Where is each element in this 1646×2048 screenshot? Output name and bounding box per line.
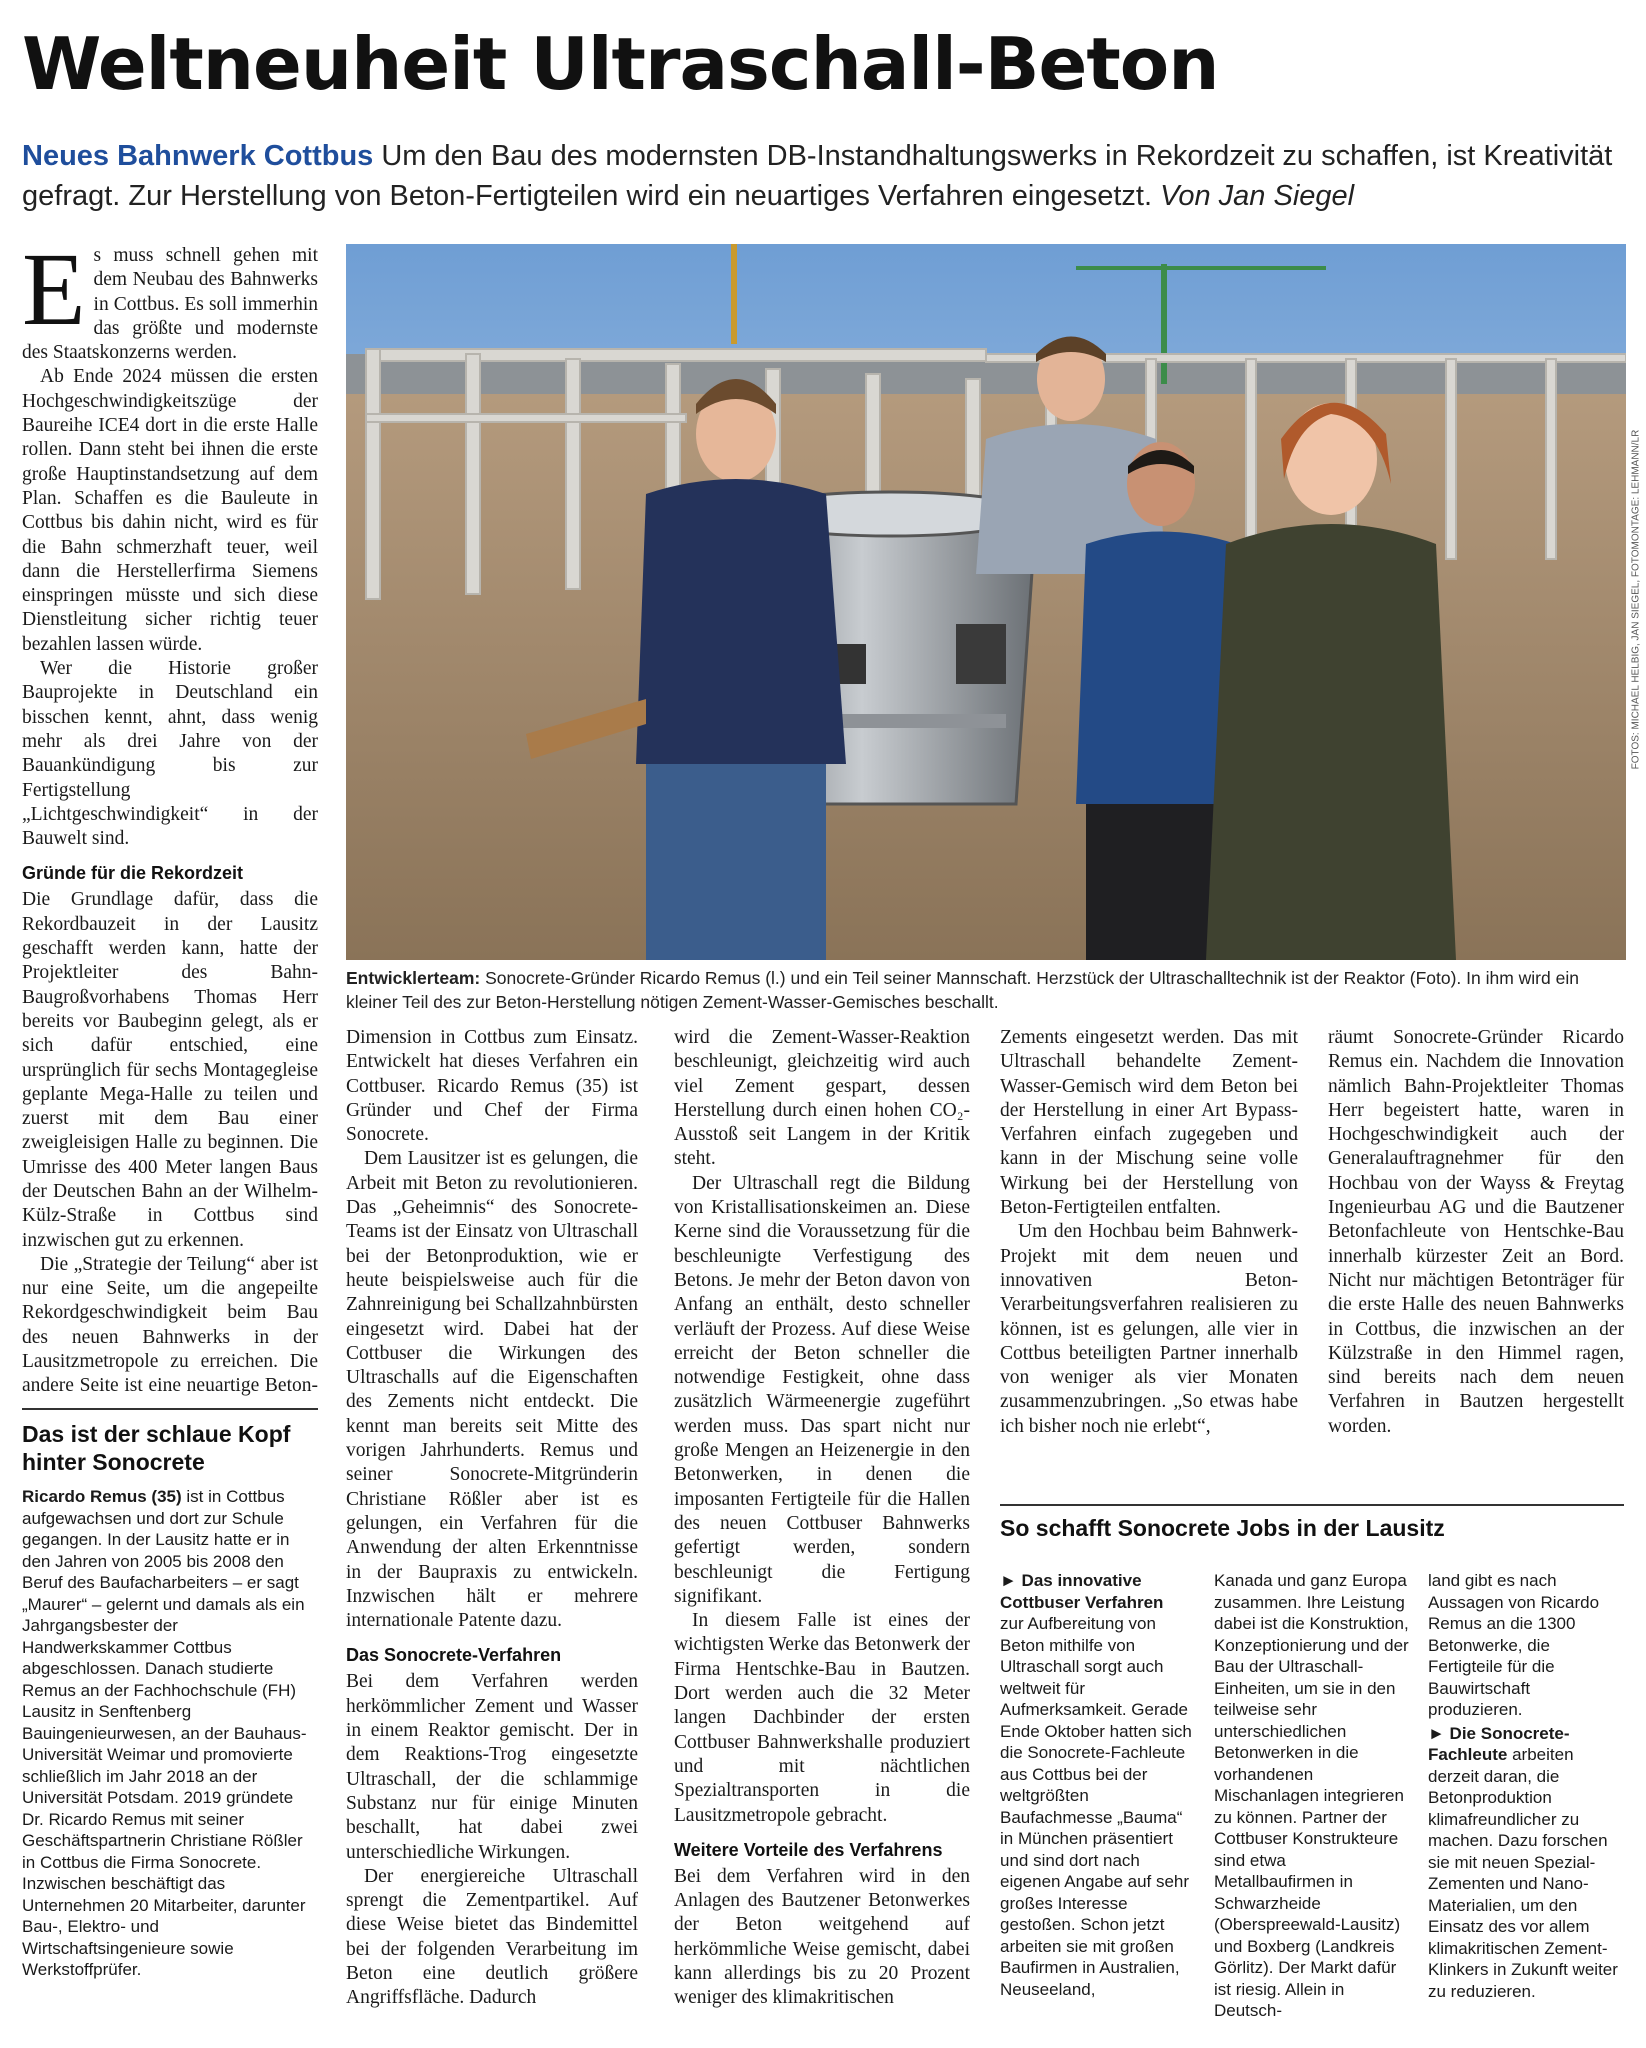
box-rule — [22, 1408, 318, 1410]
col2-paragraph: Der energiereiche Ultraschall sprengt die Zementpartikel. Auf diese Weise bietet das Bindemittel bei der folgenden Verarbeitung im Beton eine deutlich größere Angriffsfläche. Dadurch — [346, 1865, 638, 2009]
box-text: ist in Cottbus aufgewachsen und dort zur Schule gegangen. In der Lausitz hatte er in den Jahren von 2005 bis 2008 den Beruf des Baufacharbeiters – er sagt „Maurer“ – gelernt und damals als ein Jahrgangsbester der Handwerkskammer Cottbus abgeschlossen. Danach studierte Remus an der Fachhochschule (FH) Lausitz in Senftenberg Bauingenieurwesen, an der Bauhaus-Universität Weimar und promovierte schließlich im Jahr 2018 an der Universität Potsdam. 2019 gründete Dr. Ricardo Remus mit seiner Geschäftspartnerin Christiane Rößler in Cottbus die Firma Sonocrete. Inzwischen beschäftigt das Unternehmen 20 Mitarbeiter, darunter Bau-, Elektro- und Wirtschaftsingenieure sowie Werkstoffprüfer. — [22, 1487, 307, 1979]
jobs-box-column-3 — [1428, 1570, 1624, 2030]
team-photo-illustration — [346, 244, 1626, 960]
subheading: Gründe für die Rekordzeit — [22, 863, 244, 884]
bullet-text: Kanada und ganz Europa zusammen. Ihre Leistung dabei ist die Konstruktion, Konzeptionierung und der Bau der Ultraschall-Einheiten, um sie in den teilweise sehr unterschiedlichen Betonwerken in die vorhandenen Mischanlagen integrieren zu können. Partner der Cottbuser Konstrukteure sind etwa Metallbaufirmen in Schwarzheide (Oberspreewald-Lausitz) und Boxberg (Landkreis Görlitz). Der Markt dafür ist riesig. Allein in Deutsch- — [1214, 1571, 1409, 2020]
col1-paragraph: Wer die Historie großer Bauprojekte in Deutschland ein bisschen kennt, ahnt, dass wenig mehr als drei Jahre von der Bauankündigung bis zur Fertigstellung „Lichtgeschwindigkeit“ in der Bauwelt sind. — [22, 658, 318, 850]
col4-paragraph: Um den Hochbau beim Bahnwerk-Projekt mit dem neuen und innovativen Beton-Verarbeitungsverfahren realisieren zu können, ist es gelungen, alle vier in Cottbus beteiligten Partner innerhalb von weniger als vier Monaten zusammenzubringen. „So etwas habe ich bisher noch nie erlebt“, — [1000, 1221, 1298, 1437]
caption-lead: Entwicklerteam: — [346, 968, 481, 988]
box-body — [22, 1486, 318, 1981]
article-photo — [346, 244, 1626, 960]
article-column-5 — [1328, 1026, 1624, 1496]
col2-paragraph: Dem Lausitzer ist es gelungen, die Arbeit mit Beton zu revolutionieren. Das „Geheimnis“ des Sonocrete-Teams ist der Einsatz von Ultraschall bei der Betonproduktion, wie er heute beispielsweise auch für die Zahnreinigung bei Schallzahnbürsten eingesetzt wird. Dabei hat der Cottbuser die Wirkungen des Ultraschalls auf die Eigenschaften des Zements nicht entdeckt. Die kennt man bereits seit Mitte des vorigen Jahrhunderts. Remus und seiner Sonocrete-Mitgründerin Christiane Rößler aber ist es gelungen, ein Verfahren für die Anwendung der alten Erkenntnisse in der Baupraxis zu entwickeln. Inzwischen hält er mehrere internationale Patente dazu. — [346, 1148, 638, 1632]
col4-paragraph: Zements eingesetzt werden. Das mit Ultraschall behandelte Zement-Wasser-Gemisch wird dem Beton bei der Herstellung in einer Art Bypass-Verfahren einfach zugegeben und kann in der Mischung seine volle Wirkung bei der Herstellung von Beton-Fertigteilen entfalten. — [1000, 1027, 1298, 1219]
col3-paragraph: Der Ultraschall regt die Bildung von Kristallisationskeimen an. Diese Kerne sind die Voraussetzung für die beschleunigte Verfestigung des Betons. Je mehr der Beton davon von Anfang an enthält, desto schneller verläuft der Prozess. Auf diese Weise erreicht der Beton schneller die notwendige Festigkeit, ohne dass zusätzlich Wärmeenergie zugeführt werden muss. Das spart nicht nur große Mengen an Heizenergie in den Betonwerken, in denen die imposanten Fertigteile für die Hallen des neuen Cottbuser Bahnwerks gefertigt werden, sondern beschleunigt die Fertigung signifikant. — [674, 1172, 970, 1607]
intro-author: Von Jan Siegel — [1160, 180, 1355, 212]
col1-paragraph: s muss schnell gehen mit dem Neubau des Bahnwerks in Cottbus. Es soll immerhin das größte und modernste des Staatskonzerns werden. — [22, 245, 318, 364]
subheading: Weitere Vorteile des Verfahrens — [674, 1839, 943, 1860]
photo-credit: FOTOS: MICHAEL HELBIG, JAN SIEGEL, FOTOMONTAGE: LEHMANN/LR — [1630, 429, 1642, 770]
headline: Weltneuheit Ultraschall-Beton — [22, 22, 1219, 106]
col3-paragraph: In diesem Falle ist eines der wichtigsten Werke das Betonwerk der Firma Hentschke-Bau in Bautzen. Dort werden auch die 32 Meter langen Dachbinder der ersten Cottbuser Bahnwerkshalle produziert und mit nächtlichen Spezialtransporten in die Lausitzmetropole gebracht. — [674, 1610, 970, 1826]
jobs-box-title: So schafft Sonocrete Jobs in der Lausitz — [1000, 1515, 1445, 1541]
article-column-2 — [346, 1026, 638, 2030]
bullet-text: arbeiten derzeit daran, die Betonproduktion klimafreundlicher zu machen. Dazu forschen sie mit neuen Spezial-Zementen und Nano-Materialien, um den Einsatz des vor allem klimakritischen Zement-Klinkers in Zukunft weiter zu reduzieren. — [1428, 1745, 1618, 2001]
col3-paragraph: Bei dem Verfahren wird in den Anlagen des Bautzener Betonwerkes der Beton weitgehend auf herkömmliche Weise gemischt, dabei kann allerdings bis zu 20 Prozent weniger des klimakritischen — [674, 1865, 970, 2009]
article-column-1 — [22, 244, 318, 1400]
bullet-text: land gibt es nach Aussagen von Ricardo Remus an die 1300 Betonwerke, die Fertigteile für die Bauwirtschaft produzieren. — [1428, 1571, 1600, 1719]
col2-paragraph: Bei dem Verfahren werden herkömmlicher Zement und Wasser in einem Reaktor gemischt. Der in dem Reaktions-Trog eingesetzte Ultraschall, der die schlammige Substanz nur für einige Minuten beschallt, hat dabei zwei unterschiedliche Wirkungen. — [346, 1671, 638, 1863]
col2-paragraph: Dimension in Cottbus zum Einsatz. Entwickelt hat dieses Verfahren ein Cottbuser. Ricardo Remus (35) ist Gründer und Chef der Firma Sonocrete. — [346, 1027, 638, 1146]
subheading: Das Sonocrete-Verfahren — [346, 1645, 562, 1666]
intro — [22, 136, 1622, 216]
col5-paragraph: räumt Sonocrete-Gründer Ricardo Remus ein. Nachdem die Innovation nämlich Bahn-Projektleiter Thomas Herr begeistert hatte, waren in Hochgeschwindigkeit auch der Generalauftragnehmer für den Hochbau von der Wayss & Freytag Ingenieurbau AG und die Bautzener Betonfachleute von Hentschke-Bau innerhalb kürzester Zeit an Bord. Nicht nur mächtigen Betonträger für die erste Halle des neuen Bahnwerks in Cottbus, die inzwischen an der Külzstraße in den Himmel ragen, sind bereits nach dem neuen Verfahren in Bautzen hergestellt worden. — [1328, 1027, 1624, 1437]
article-column-4 — [1000, 1026, 1298, 1496]
drop-cap: E — [22, 244, 86, 347]
caption-text: Sonocrete-Gründer Ricardo Remus (l.) und ein Teil seiner Mannschaft. Herzstück der Ultraschalltechnik ist der Reaktor (Foto). In ihm wird ein kleiner Teil des zur Beton-Herstellung nötigen Zement-Wasser-Gemisches beschallt. — [346, 968, 1579, 1012]
bullet-title: ► Die Sonocrete-Fachleute — [1428, 1723, 1570, 1764]
bullet-title: ► Das innovative Cottbuser Verfahren — [1000, 1571, 1164, 1612]
jobs-box-column-2 — [1214, 1570, 1410, 2030]
intro-kicker: Neues Bahnwerk Cottbus — [22, 140, 374, 172]
box-rule — [1000, 1504, 1624, 1506]
col1-paragraph: Die Grundlage dafür, dass die Rekordbauzeit in der Lausitz geschafft werden kann, hatte der Projektleiter des Bahn-Baugroßvorhabens Thomas Herr bereits vor Baubeginn gelegt, als er sich dafür entschied, eine ursprünglich für sechs Montagegleise geplante Mega-Halle zu teilen und zuerst mit dem Bau einer zweigleisigen Halle zu beginnen. Die Umrisse des 400 Meter langen Baus der Deutschen Bahn an der Wilhelm-Külz-Straße in Cottbus sind inzwischen gut zu erkennen. — [22, 889, 318, 1251]
col1-paragraph: Ab Ende 2024 müssen die ersten Hochgeschwindigkeitszüge der Baureihe ICE4 dort in die erste Halle rollen. Dann steht bei ihnen die erste große Hauptinstandsetzung auf dem Plan. Schaffen es die Bauleute in Cottbus bis dahin nicht, wird es für die Bahn schmerzhaft teuer, weil dann die Herstellerfirma Siemens einspringen müsste und sich diese Dienstleitung sicher richtig teuer bezahlen lassen würde. — [22, 366, 318, 655]
bullet-text: zur Aufbereitung von Beton mithilfe von Ultraschall sorgt auch weltweit für Aufmerksamkeit. Gerade Ende Oktober hatten sich die Sonocrete-Fachleute aus Cottbus bei der weltgrößten Baufachmesse „Bauma“ in München präsentiert und sind dort nach eigenen Angabe auf sehr großes Interesse gestoßen. Schon jetzt arbeiten sie mit großen Baufirmen in Australien, Neuseeland, — [1000, 1614, 1192, 1999]
jobs-box-column-1 — [1000, 1570, 1196, 2030]
article-column-3 — [674, 1026, 970, 2030]
col1-paragraph: Die „Strategie der Teilung“ aber ist nur eine Seite, um die angepeilte Rekordgeschwindigkeit beim Bau des neuen Bahnwerks in der Lausitzmetropole zu erreichen. Die andere Seite ist eine neuartige Beton- — [22, 1253, 318, 1397]
intro-text: Um den Bau des modernsten DB-Instandhaltungswerks in Rekordzeit zu schaffen, ist Kreativität gefragt. Zur Herstellung von Beton-Fertigteilen wird ein neuartiges Verfahren eingesetzt. — [22, 140, 1613, 212]
photo-caption — [346, 966, 1626, 1014]
box-lead: Ricardo Remus (35) — [22, 1487, 182, 1506]
box-title: Das ist der schlaue Kopf hinter Sonocrete — [22, 1421, 291, 1475]
col3-paragraph: wird die Zement-Wasser-Reaktion beschleunigt, gleichzeitig wird auch viel Zement gespart, dessen Herstellung durch einen hohen CO₂-Ausstoß seit Langem in der Kritik steht. — [674, 1027, 970, 1170]
info-box-remus — [22, 1420, 318, 2030]
